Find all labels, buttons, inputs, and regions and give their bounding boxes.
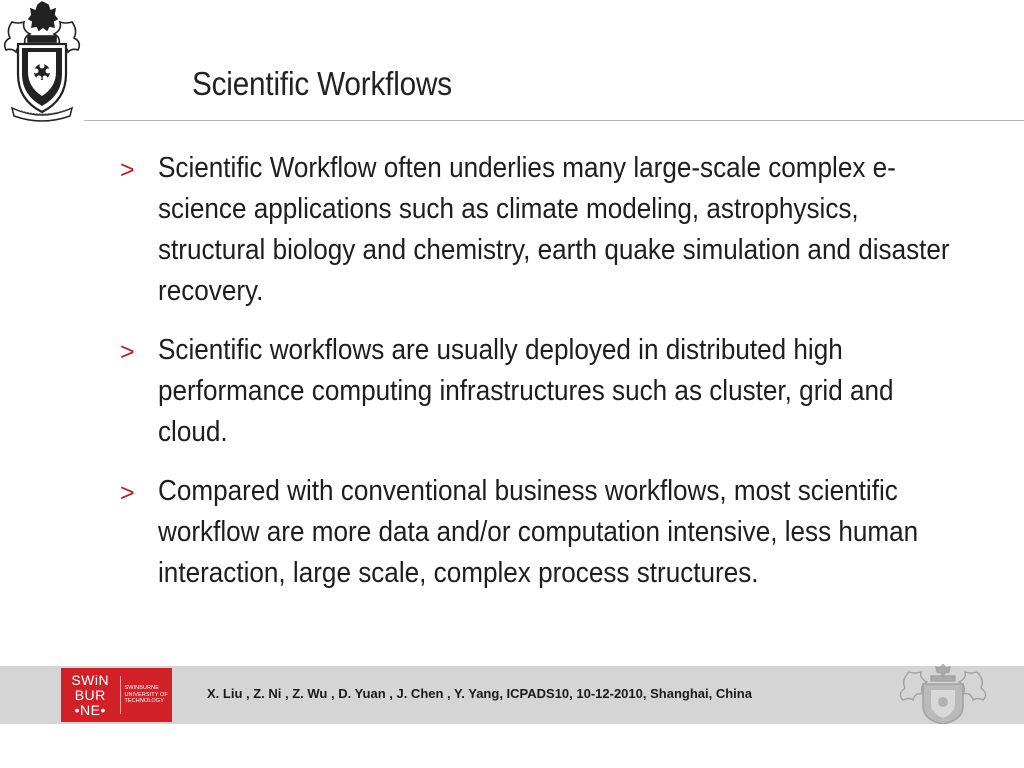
logo-wordmark-line: SWiN <box>71 671 110 688</box>
logo-wordmark <box>61 673 117 718</box>
bullet-item <box>120 471 980 594</box>
logo-wordmark-line: •NE• <box>74 701 106 718</box>
logo-divider <box>120 676 121 714</box>
bullet-list <box>120 148 980 612</box>
bullet-text: Scientific workflows are usually deployed in distributed high performance computing infrastructures such as cluster, grid and cloud. <box>158 334 894 448</box>
bullet-marker: > <box>120 156 135 184</box>
footer-citation: X. Liu , Z. Ni , Z. Wu , D. Yuan , J. Chen , Y. Yang, ICPADS10, 10-12-2010, Shanghai, China <box>207 686 752 701</box>
slide-title: Scientific Workflows <box>192 65 452 102</box>
bullet-text: Scientific Workflow often underlies many large-scale complex e-science applications such as climate modeling, astrophysics, structural biology and chemistry, earth quake simulation and disaster recovery. <box>158 152 950 307</box>
bullet-marker: > <box>120 338 135 366</box>
university-crest-icon <box>2 0 82 122</box>
bullet-item <box>120 330 980 453</box>
swinburne-logo <box>61 668 172 722</box>
logo-subtitle <box>124 685 172 705</box>
bullet-text: Compared with conventional business workflows, most scientific workflow are more data and/or computation intensive, less human interaction, large scale, complex process structures. <box>158 475 919 589</box>
logo-wordmark-line: BUR <box>74 686 106 703</box>
logo-subtitle-line: TECHNOLOGY <box>124 698 164 705</box>
title-divider <box>84 120 1024 121</box>
bullet-marker: > <box>120 479 135 507</box>
bullet-item <box>120 148 980 312</box>
university-crest-watermark-icon <box>895 664 991 724</box>
logo-subtitle-line: UNIVERSITY OF <box>124 691 168 698</box>
logo-subtitle-line: SWINBURNE <box>124 685 159 692</box>
